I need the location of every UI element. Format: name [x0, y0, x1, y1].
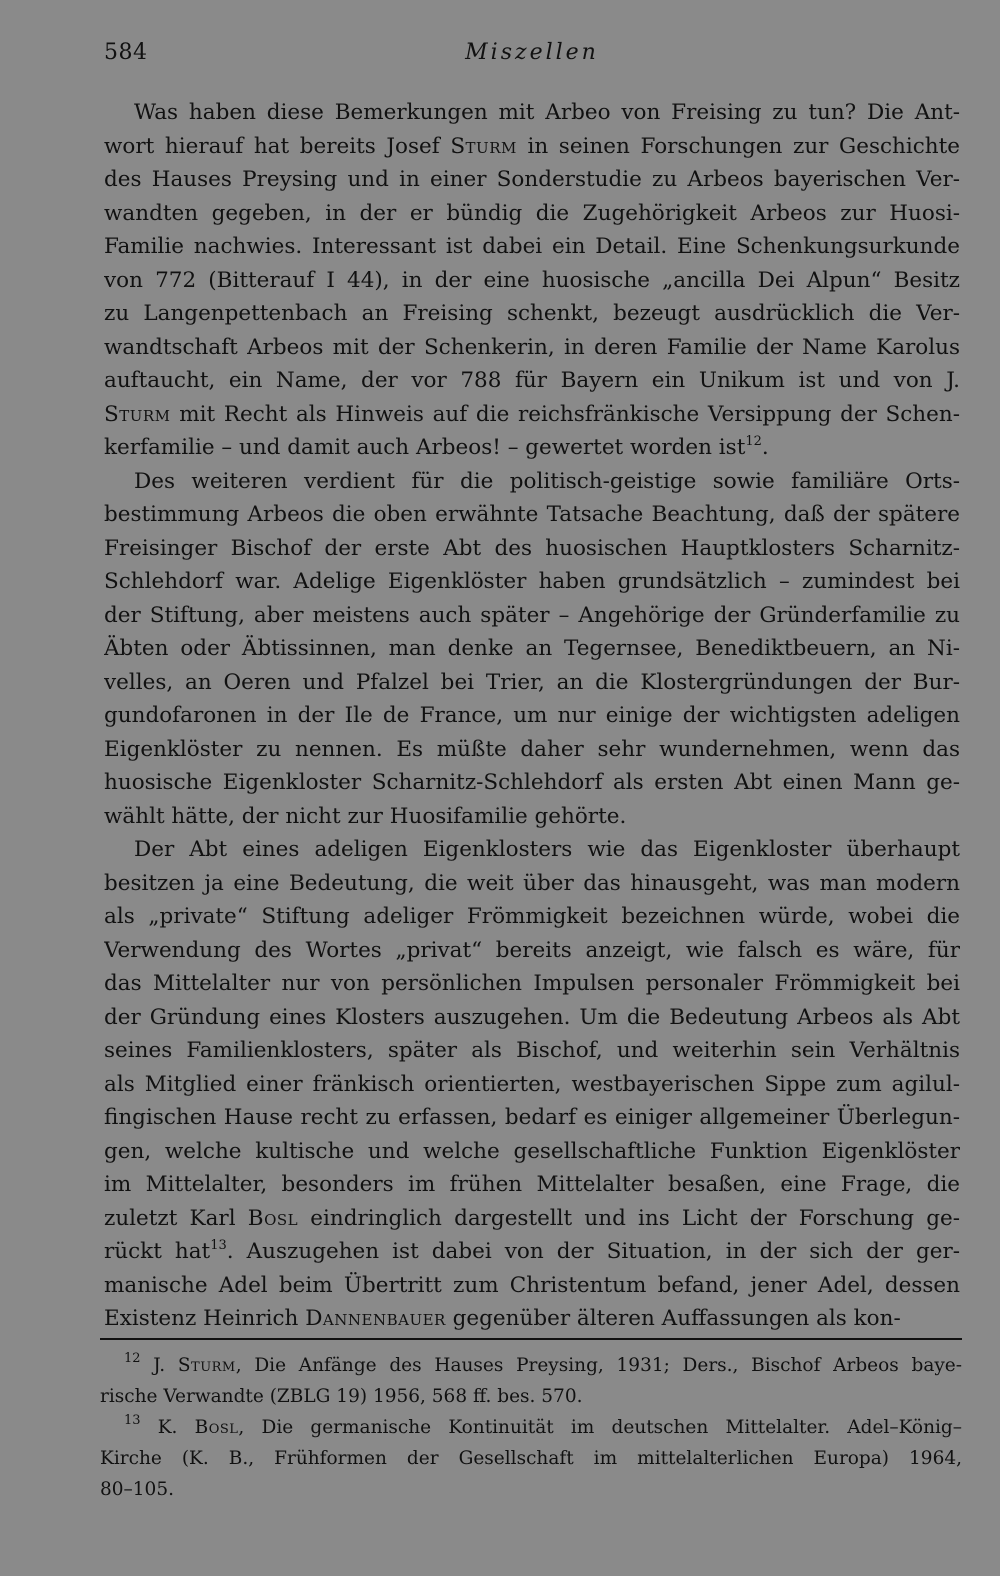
text-run: Kirche (K. B., Frühformen der Gesellschaft im mittelalterlichen Europa) 1964,	[100, 1448, 962, 1469]
paragraph-line	[104, 833, 960, 867]
text-run: kerfamilie – und damit auch Arbeos! – gewertet worden ist	[104, 435, 746, 460]
text-run: , Die germanische Kontinuität im deutschen Mittelalter. Adel–König–	[238, 1417, 962, 1438]
text-run: Existenz Heinrich	[104, 1306, 306, 1331]
text-run: seines Familienklosters, später als Bischof, und weiterhin sein Verhältnis	[104, 1038, 960, 1063]
paragraph-line	[104, 733, 960, 767]
paragraph-line	[104, 632, 960, 666]
paragraph-line	[104, 532, 960, 566]
text-run: Bosl	[247, 1205, 299, 1231]
text-run: K.	[140, 1417, 195, 1438]
text-run: in seinen Forschungen zur Geschichte	[516, 133, 960, 159]
text-run: Freisinger Bischof der erste Abt des huosischen Hauptklosters Scharnitz-	[104, 535, 960, 561]
text-run: gegenüber älteren Auffassungen als kon-	[445, 1306, 901, 1331]
paragraph-line	[104, 398, 960, 432]
text-run: als „private“ Stiftung adeliger Frömmigkeit bezeichnen würde, wobei die	[104, 904, 960, 929]
paragraph-line	[104, 1068, 960, 1102]
text-run: , Die Anfänge des Hauses Preysing, 1931; Ders., Bischof Arbeos baye-	[235, 1355, 962, 1376]
text-run: manische Adel beim Übertritt zum Christentum befand, jener Adel, dessen	[104, 1272, 960, 1298]
paragraph-line	[104, 766, 960, 800]
text-run: der Gründung eines Klosters auszugehen. Um die Bedeutung Arbeos als Abt	[104, 1004, 960, 1030]
text-run: eindringlich dargestellt und ins Licht der Forschung ge-	[298, 1205, 960, 1231]
paragraph-line	[104, 197, 960, 231]
footnote-line	[100, 1412, 962, 1443]
text-run: Der Abt eines adeligen Eigenklosters wie das Eigenkloster überhaupt	[134, 837, 960, 862]
paragraph-line	[104, 1135, 960, 1169]
body-text	[104, 96, 960, 1336]
text-run: rische Verwandte (ZBLG 19) 1956, 568 ff. bes. 570.	[100, 1386, 583, 1407]
paragraph-line	[104, 364, 960, 398]
paragraph-line	[104, 599, 960, 633]
text-run: im Mittelalter, besonders im frühen Mittelalter besaßen, eine Frage, die	[104, 1172, 960, 1197]
text-run: huosische Eigenkloster Scharnitz-Schlehdorf als ersten Abt einen Mann ge-	[104, 770, 960, 795]
text-run: Sturm	[177, 1355, 236, 1376]
text-run: Bosl	[194, 1417, 239, 1438]
paragraph-line	[104, 565, 960, 599]
text-run: Sturm	[450, 133, 517, 159]
text-run: wandtschaft Arbeos mit der Schenkerin, in deren Familie der Name Karolus	[104, 334, 960, 360]
footnote-line	[100, 1474, 962, 1505]
paragraph-line	[104, 163, 960, 197]
running-head	[104, 40, 960, 76]
text-run: .	[761, 435, 769, 460]
paragraph-line	[104, 1101, 960, 1135]
footnote-marker: 13	[124, 1413, 141, 1428]
paragraph-line	[104, 264, 960, 298]
paragraph-line	[104, 699, 960, 733]
footnotes	[100, 1350, 962, 1505]
text-run: mit Recht als Hinweis auf die reichsfränkische Versippung der Schen-	[170, 401, 960, 427]
text-run: Dannenbauer	[305, 1306, 446, 1331]
text-run: velles, an Oeren und Pfalzel bei Trier, an die Klostergründungen der Bur-	[104, 669, 960, 695]
text-run: wort hierauf hat bereits Josef	[104, 133, 451, 159]
text-run: Familie nachwies. Interessant ist dabei ein Detail. Eine Schenkungsurkunde	[104, 234, 960, 259]
paragraph-line	[104, 230, 960, 264]
paragraph-line	[104, 800, 960, 834]
text-run: 80–105.	[100, 1479, 174, 1500]
text-run: rückt hat	[104, 1239, 211, 1264]
footnote-line	[100, 1350, 962, 1381]
text-run: gen, welche kultische und welche gesellschaftliche Funktion Eigenklöster	[104, 1138, 960, 1164]
text-run: Was haben diese Bemerkungen mit Arbeo von Freising zu tun? Die Ant-	[134, 100, 960, 125]
text-run: . Auszugehen ist dabei von der Situation, in der sich der ger-	[226, 1239, 960, 1264]
text-run: fingischen Hause recht zu erfassen, bedarf es einiger allgemeiner Überlegun-	[104, 1105, 960, 1130]
text-run: das Mittelalter nur von persönlichen Impulsen personaler Frömmigkeit bei	[104, 971, 960, 996]
text-run: auftaucht, ein Name, der vor 788 für Bayern ein Unikum ist und von J.	[104, 368, 960, 393]
paragraph-line	[104, 1302, 960, 1336]
paragraph-line	[104, 431, 960, 465]
footnote-marker: 13	[210, 1238, 227, 1253]
footnote-line	[100, 1443, 962, 1474]
text-run: des Hauses Preysing und in einer Sonderstudie zu Arbeos bayerischen Ver-	[104, 167, 960, 192]
text-run: Schlehdorf war. Adelige Eigenklöster haben grundsätzlich – zumindest bei	[104, 569, 960, 594]
paragraph-line	[104, 1202, 960, 1236]
text-run: Des weiteren verdient für die politisch-geistige sowie familiäre Orts-	[134, 468, 960, 494]
text-run: zuletzt Karl	[104, 1205, 248, 1231]
paragraph-line	[104, 1269, 960, 1303]
footnote-marker: 12	[124, 1351, 141, 1366]
text-run: Verwendung des Wortes „privat“ bereits anzeigt, wie falsch es wäre, für	[104, 937, 960, 963]
footnote-marker: 12	[745, 434, 762, 449]
text-run: als Mitglied einer fränkisch orientierten, westbayerischen Sippe zum agilul-	[104, 1071, 960, 1097]
paragraph-line	[104, 331, 960, 365]
paragraph-line	[104, 934, 960, 968]
text-run: Eigenklöster zu nennen. Es müßte daher sehr wundernehmen, wenn das	[104, 736, 960, 762]
text-run: der Stiftung, aber meistens auch später – Angehörige der Gründerfamilie zu	[104, 602, 960, 628]
text-run: zu Langenpettenbach an Freising schenkt, bezeugt ausdrücklich die Ver-	[104, 301, 960, 326]
paragraph-line	[104, 967, 960, 1001]
footnote-separator	[100, 1338, 962, 1340]
paragraph-line	[104, 900, 960, 934]
text-run: gundofaronen in der Ile de France, um nur einige der wichtigsten adeligen	[104, 703, 960, 728]
paragraph-line	[104, 297, 960, 331]
paragraph-line	[104, 498, 960, 532]
paragraph-line	[104, 867, 960, 901]
text-run: besitzen ja eine Bedeutung, die weit über das hinausgeht, was man modern	[104, 870, 960, 896]
text-run: wandten gegeben, in der er bündig die Zugehörigkeit Arbeos zur Huosi-	[104, 200, 960, 226]
paragraph-line	[104, 130, 960, 164]
page-number: 584	[104, 40, 148, 65]
paragraph-line	[104, 465, 960, 499]
running-title: Miszellen	[465, 40, 599, 65]
text-run: Sturm	[104, 401, 171, 427]
paragraph-line	[104, 1235, 960, 1269]
text-run: bestimmung Arbeos die oben erwähnte Tatsache Beachtung, daß der spätere	[104, 502, 960, 527]
paragraph-line	[104, 666, 960, 700]
text-run: von 772 (Bitterauf I 44), in der eine huosische „ancilla Dei Alpun“ Besitz	[104, 267, 960, 293]
paragraph-line	[104, 96, 960, 130]
paragraph-line	[104, 1001, 960, 1035]
footnote-line	[100, 1381, 962, 1412]
text-run: Äbten oder Äbtissinnen, man denke an Tegernsee, Benediktbeuern, an Ni-	[104, 636, 960, 661]
paragraph-line	[104, 1168, 960, 1202]
text-run: J.	[140, 1355, 178, 1376]
paragraph-line	[104, 1034, 960, 1068]
text-run: wählt hätte, der nicht zur Huosifamilie gehörte.	[104, 803, 627, 829]
